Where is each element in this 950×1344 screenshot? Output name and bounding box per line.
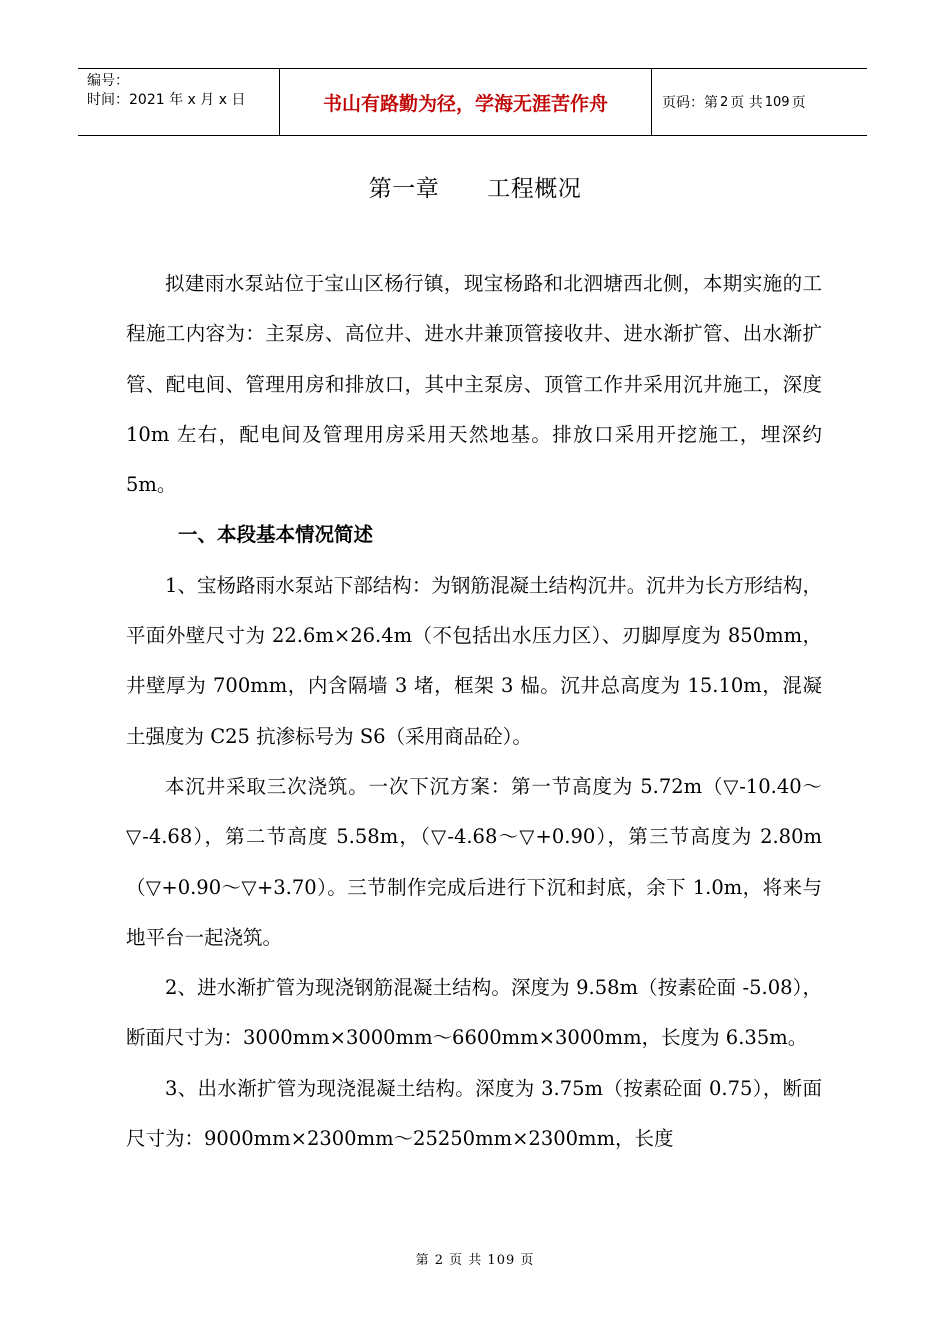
- document-time-label: 时间：2021 年 x 月 x 日: [87, 92, 246, 108]
- page-current: 2: [720, 94, 729, 110]
- chapter-title: [0, 170, 950, 203]
- chapter-number: 第一章: [368, 176, 440, 202]
- intro-paragraph: 拟建雨水泵站位于宝山区杨行镇，现宝杨路和北泗塘西北侧，本期实施的工程施工内容为：主泵房、高位井、进水井兼顶管接收井、进水渐扩管、出水渐扩管、配电间、管理用房和排放口，其中主泵房、顶管工作井采用沉井施工，深度 10m 左右，配电间及管理用房采用天然地基。排放口采用开挖施工，埋深约 5m。: [126, 272, 822, 497]
- document-number-label: 编号：: [87, 73, 129, 89]
- header-table: [78, 68, 867, 136]
- page-footer: 第 2 页 共 109 页: [415, 1253, 535, 1268]
- section-heading: 一、本段基本情况简述: [178, 523, 374, 547]
- document-body: [126, 259, 822, 1164]
- paragraph-2: 本沉井采取三次浇筑。一次下沉方案：第一节高度为 5.72m（▽-10.40～▽-4.68），第二节高度 5.58m，（▽-4.68～▽+0.90），第三节高度为 2.80m（▽+0.90～▽+3.70）。三节制作完成后进行下沉和封底，余下 1.0m，将来与地平台一起浇筑。: [126, 774, 822, 949]
- header-motto: 书山有路勤为径，学海无涯苦作舟: [322, 92, 608, 115]
- header-meta-cell: [78, 69, 280, 135]
- chapter-name: 工程概况: [487, 176, 582, 202]
- paragraph-4: 3、出水渐扩管为现浇混凝土结构。深度为 3.75m（按素砼面 0.75），断面尺寸为：9000mm×2300mm～25250mm×2300mm，长度: [126, 1076, 822, 1151]
- header-motto-cell: [280, 69, 652, 135]
- paragraph-1: 1、宝杨路雨水泵站下部结构：为钢筋混凝土结构沉井。沉井为长方形结构，平面外壁尺寸为 22.6m×26.4m（不包括出水压力区）、刃脚厚度为 850mm，井壁厚为 700mm，内含隔墙 3 堵，框架 3 榀。沉井总高度为 15.10m，混凝土强度为 C25 抗渗标号为 S6（采用商品砼）。: [126, 573, 822, 748]
- page-total: 109: [764, 94, 790, 110]
- page-mid: 页 共: [730, 95, 763, 111]
- page-suffix: 页: [791, 95, 806, 111]
- header-page-cell: [652, 69, 867, 135]
- page-prefix: 页码：第: [662, 95, 718, 111]
- paragraph-3: 2、进水渐扩管为现浇钢筋混凝土结构。深度为 9.58m（按素砼面 -5.08），断面尺寸为：3000mm×3000mm～6600mm×3000mm，长度为 6.35m。: [126, 976, 822, 1050]
